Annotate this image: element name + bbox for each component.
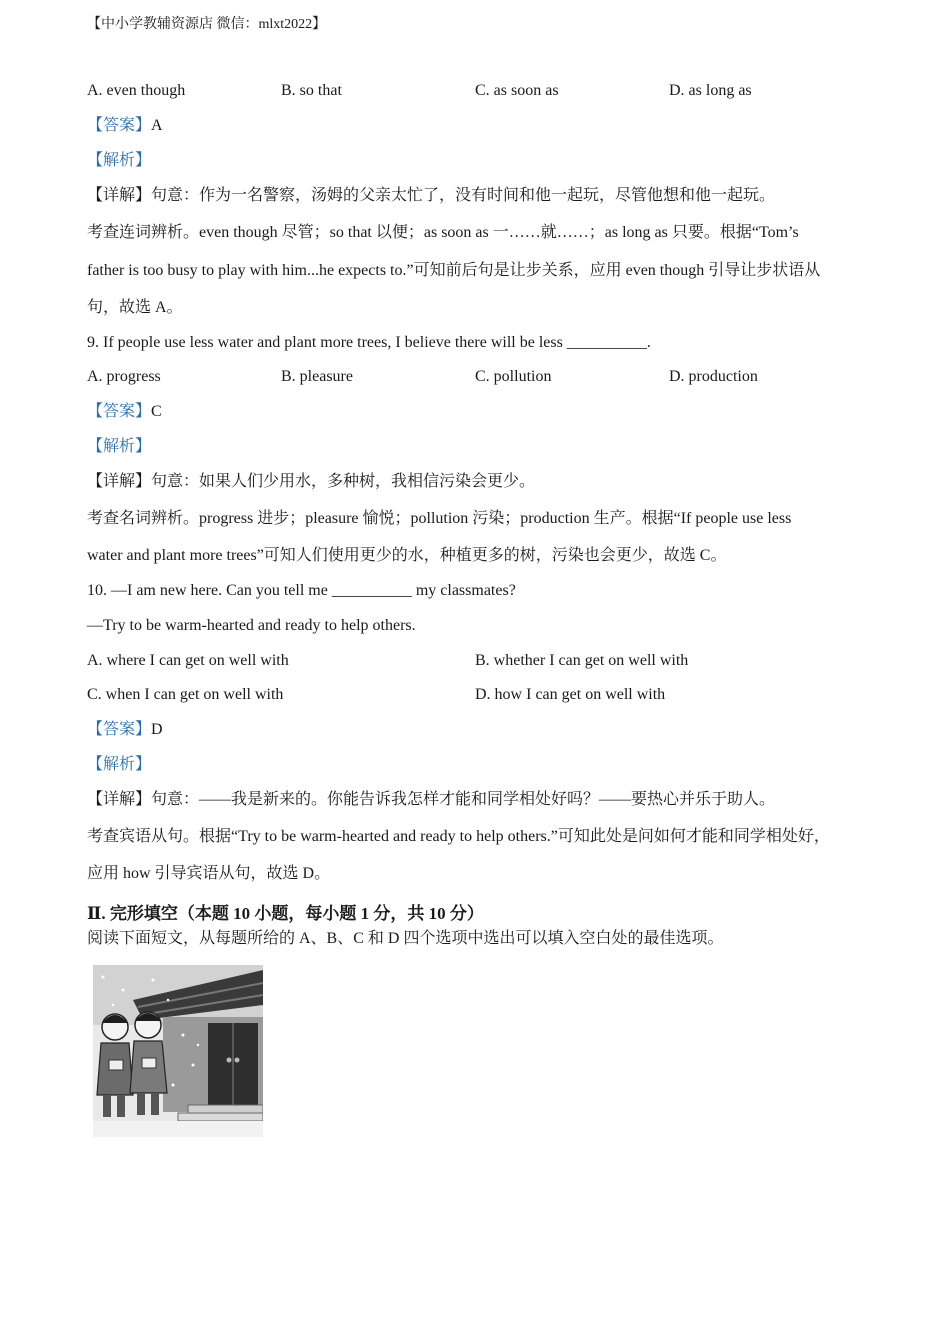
q8-option-d: D. as long as	[669, 82, 752, 99]
q9-option-b: B. pleasure	[281, 368, 353, 385]
q10-reply: —Try to be warm-hearted and ready to help others.	[87, 617, 416, 634]
section-heading: Ⅱ. 完形填空（本题 10 小题，每小题 1 分，共 10 分）	[87, 904, 484, 923]
answer-label: 【答案】	[87, 403, 152, 420]
section-instruction: 阅读下面短文，从每题所给的 A、B、C 和 D 四个选项中选出可以填入空白处的最佳选项。	[87, 930, 724, 947]
answer-label: 【答案】	[87, 721, 152, 738]
q8-analysis-label: 【解析】	[87, 152, 152, 169]
q10-answer	[87, 720, 163, 740]
q9-option-c: C. pollution	[475, 368, 552, 385]
q8-answer	[87, 116, 163, 136]
q8-explain-line: father is too busy to play with him...he expects to.”可知前后句是让步关系，应用 even though 引导让步状语从	[87, 262, 821, 279]
page-header: 【中小学教辅资源店 微信：mlxt2022】	[87, 17, 327, 32]
q10-question: 10. —I am new here. Can you tell me __________ my classmates?	[87, 582, 516, 599]
q10-analysis-label: 【解析】	[87, 756, 152, 773]
answer-label: 【答案】	[87, 117, 152, 134]
q9-analysis-label: 【解析】	[87, 438, 152, 455]
q9-option-a: A. progress	[87, 368, 161, 385]
q10-option-d: D. how I can get on well with	[475, 686, 666, 703]
q10-option-a: A. where I can get on well with	[87, 652, 289, 669]
q9-question: 9. If people use less water and plant more trees, I believe there will be less __________.	[87, 334, 651, 351]
q10-explain-line: 考查宾语从句。根据“Try to be warm-hearted and ready to help others.”可知此处是问如何才能和同学相处好，	[87, 828, 830, 845]
q10-option-b: B. whether I can get on well with	[475, 652, 689, 669]
illustration-image	[93, 965, 263, 1137]
q10-explain-line: 应用 how 引导宾语从句，故选 D。	[87, 865, 331, 882]
q9-option-d: D. production	[669, 368, 758, 385]
answer-value: D	[151, 721, 163, 738]
q9-explain-line: water and plant more trees”可知人们使用更少的水，种植更多的树，污染也会更少，故选 C。	[87, 547, 727, 564]
q8-option-b: B. so that	[281, 82, 342, 99]
answer-value: A	[151, 117, 163, 134]
q9-answer	[87, 402, 162, 422]
q8-explain-line: 考查连词辨析。even though 尽管；so that 以便；as soon as 一……就……；as long as 只要。根据“Tom’s	[87, 224, 799, 241]
q10-option-c: C. when I can get on well with	[87, 686, 284, 703]
q8-option-c: C. as soon as	[475, 82, 559, 99]
answer-value: C	[151, 403, 162, 420]
q9-explain-line: 考查名词辨析。progress 进步；pleasure 愉悦；pollution 污染；production 生产。根据“If people use less	[87, 510, 792, 527]
q9-detail: 【详解】句意：如果人们少用水，多种树，我相信污染会更少。	[87, 473, 536, 490]
q10-detail: 【详解】句意：——我是新来的。你能告诉我怎样才能和同学相处好吗？——要热心并乐于助人。	[87, 791, 776, 808]
q8-detail: 【详解】句意：作为一名警察，汤姆的父亲太忙了，没有时间和他一起玩，尽管他想和他一起玩。	[87, 187, 776, 204]
q8-option-a: A. even though	[87, 82, 186, 99]
q8-explain-line: 句，故选 A。	[87, 299, 183, 316]
